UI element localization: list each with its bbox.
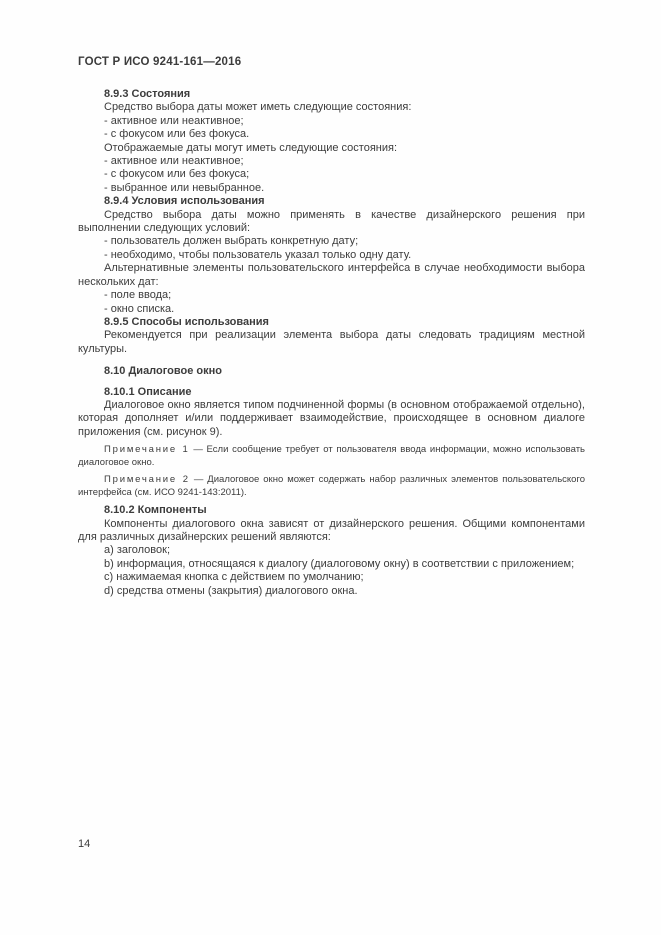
- list-item: - с фокусом или без фокуса;: [104, 168, 250, 181]
- note-2-text: — Диалоговое окно может содержать набор различных элементов пользовательского интерфейса (см. ИСО 9241-143:2011).: [78, 474, 586, 498]
- list-item: - поле ввода;: [104, 289, 172, 302]
- list-item: - с фокусом или без фокуса.: [104, 128, 250, 141]
- heading-8-10-2: 8.10.2 Компоненты: [104, 504, 207, 517]
- doc-number-header: ГОСТ Р ИСО 9241-161—2016: [78, 56, 242, 68]
- list-item: - пользователь должен выбрать конкретную дату;: [104, 235, 359, 248]
- list-item: - активное или неактивное;: [104, 155, 244, 168]
- note-2-label: Примечание 2: [104, 474, 190, 486]
- list-item: - выбранное или невыбранное.: [104, 181, 265, 194]
- paragraph: Компоненты диалогового окна зависят от дизайнерского решения. Общими компонентами для различных дизайнерских решений являются:: [78, 517, 585, 543]
- list-item: d) средства отмены (закрытия) диалогового окна.: [104, 584, 358, 597]
- list-item: c) нажимаемая кнопка с действием по умолчанию;: [104, 571, 364, 584]
- note-1: [78, 444, 585, 469]
- paragraph: Альтернативные элементы пользовательского интерфейса в случае необходимости выбора нескольких дат:: [78, 262, 585, 288]
- heading-8-10: 8.10 Диалоговое окно: [104, 365, 222, 378]
- heading-8-10-1: 8.10.1 Описание: [104, 385, 192, 398]
- list-item: - окно списка.: [104, 302, 175, 315]
- list-item: a) заголовок;: [104, 544, 171, 557]
- paragraph: Диалоговое окно является типом подчиненной формы (в основном отображаемой отдельно), которая дополняет и/или поддерживает взаимодействие, происходящее в основном диалоге приложения (см. рисунок 9).: [78, 398, 585, 438]
- list-item: - необходимо, чтобы пользователь указал только одну дату.: [104, 248, 412, 261]
- paragraph: Отображаемые даты могут иметь следующие состояния:: [104, 141, 398, 154]
- heading-8-9-5: 8.9.5 Способы использования: [104, 315, 269, 328]
- list-item: - активное или неактивное;: [104, 114, 244, 127]
- heading-8-9-3: 8.9.3 Состояния: [104, 88, 191, 100]
- page-number: 14: [78, 838, 91, 850]
- note-1-text: — Если сообщение требует от пользователя ввода информации, можно использовать диалоговое окно.: [78, 444, 585, 468]
- paragraph: Средство выбора даты можно применять в качестве дизайнерского решения при выполнении следующих условий:: [78, 208, 585, 235]
- note-1-label: Примечание 1: [104, 444, 190, 456]
- note-2: [78, 474, 585, 499]
- list-item: b) информация, относящаяся к диалогу (диалоговому окну) в соответствии с приложением;: [104, 557, 575, 570]
- document-body: [78, 88, 585, 598]
- heading-8-9-4: 8.9.4 Условия использования: [104, 195, 265, 208]
- paragraph: Средство выбора даты может иметь следующие состояния:: [104, 101, 412, 114]
- paragraph: Рекомендуется при реализации элемента выбора даты следовать традициям местной культуры.: [78, 329, 585, 355]
